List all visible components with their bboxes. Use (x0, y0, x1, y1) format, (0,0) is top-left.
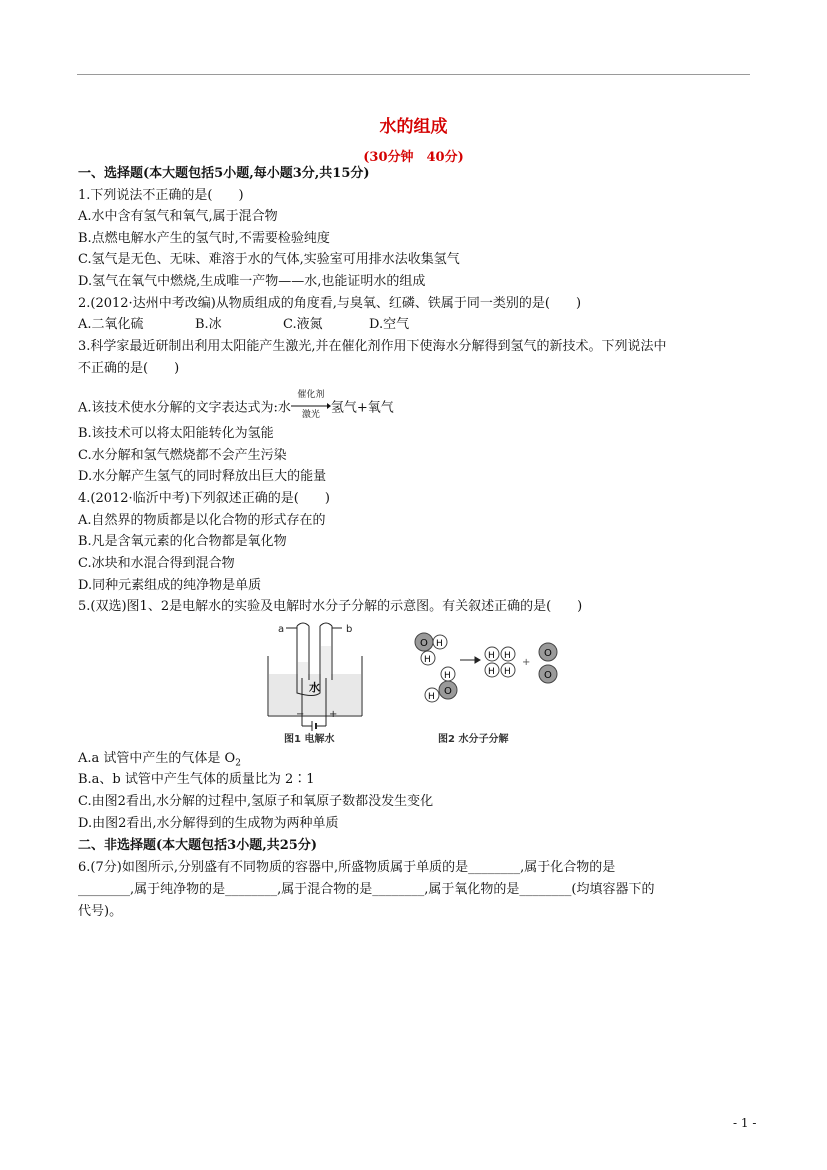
q1-option-c: C.氢气是无色、无味、难溶于水的气体,实验室可用排水法收集氢气 (78, 252, 460, 267)
atom-label: H (444, 671, 451, 681)
q3-stem-line1: 3.科学家最近研制出利用太阳能产生激光,并在催化剂作用下使海水分解得到氢气的新技术。下列说法中 (78, 339, 667, 354)
atom-label: H (488, 651, 495, 661)
section-heading-2: 二、非选择题(本大题包括3小题,共25分) (78, 838, 317, 853)
fig1-caption: 图1 电解水 (284, 734, 335, 745)
q3-option-c: C.水分解和氢气燃烧都不会产生污染 (78, 448, 287, 463)
q5-option-c: C.由图2看出,水分解的过程中,氢原子和氧原子数都没发生变化 (78, 794, 434, 809)
q2-options (78, 316, 409, 334)
q2-stem: 2.(2012·达州中考改编)从物质组成的角度看,与臭氧、红磷、铁属于同一类别的是( ) (78, 296, 582, 311)
q3-option-b: B.该技术可以将太阳能转化为氢能 (78, 426, 274, 441)
q5-option-a-text: A.a 试管中产生的气体是 O (78, 751, 236, 766)
q4-option-b: B.凡是含氧元素的化合物都是氧化物 (78, 534, 287, 549)
q3-option-a-prefix: A.该技术使水分解的文字表达式为:水 (78, 400, 291, 416)
atom-label: H (436, 639, 443, 649)
atom-label: O (444, 686, 452, 697)
tube-label-a: a (278, 624, 285, 635)
atom-label: O (420, 638, 428, 649)
reaction-condition-below: 激光 (301, 410, 320, 420)
q2-option-c: C.液氮 (283, 317, 323, 332)
atom-label: H (428, 692, 435, 702)
page-subtitle: (30分钟 40分) (363, 150, 464, 165)
q3-stem-line2: 不正确的是( ) (78, 361, 180, 376)
atom-label: O (544, 648, 552, 659)
q5-option-a (78, 750, 241, 773)
q5-figure (262, 618, 572, 752)
q3-option-a-suffix: 氢气+氧气 (330, 400, 394, 416)
q2-option-a: A.二氧化硫 (78, 317, 144, 332)
q6-line1: 6.(7分)如图所示,分别盛有不同物质的容器中,所盛物质属于单质的是________,属于化合物的是 (78, 860, 616, 875)
fig2-caption: 图2 水分子分解 (438, 734, 509, 745)
q1-stem: 1.下列说法不正确的是( ) (78, 188, 244, 203)
reaction-arrow (291, 390, 331, 420)
q5-option-b: B.a、b 试管中产生气体的质量比为 2∶1 (78, 772, 315, 787)
q4-option-a: A.自然界的物质都是以化合物的形式存在的 (78, 513, 326, 528)
q6-line2: ________,属于纯净物的是________,属于混合物的是________,属于氧化物的是________(均填容器下的 (78, 882, 655, 897)
q6-line3: 代号)。 (78, 904, 123, 919)
electrode-plus: + (329, 709, 338, 720)
electrode-minus: − (296, 709, 305, 720)
q4-option-c: C.冰块和水混合得到混合物 (78, 556, 235, 571)
q4-stem: 4.(2012·临沂中考)下列叙述正确的是( ) (78, 491, 330, 506)
water-label: 水 (309, 681, 320, 694)
page-title: 水的组成 (379, 117, 448, 137)
page-number: - 1 - (733, 1116, 757, 1130)
q1-option-a: A.水中含有氢气和氧气,属于混合物 (78, 209, 278, 224)
plus-sign: + (522, 657, 531, 668)
atom-label: H (488, 667, 495, 677)
section-heading-1: 一、选择题(本大题包括5小题,每小题3分,共15分) (78, 166, 370, 181)
atom-label: H (424, 655, 431, 665)
q2-option-b: B.冰 (195, 317, 222, 332)
reaction-arrow-fig2 (460, 657, 480, 663)
q1-option-d: D.氢气在氧气中燃烧,生成唯一产物——水,也能证明水的组成 (78, 274, 426, 289)
electrolysis-apparatus (268, 623, 362, 731)
q2-option-d: D.空气 (369, 317, 410, 332)
atom-label: H (504, 667, 511, 677)
tube-label-b: b (346, 624, 353, 635)
q3-option-a (78, 390, 394, 420)
subscript: 2 (235, 758, 241, 769)
q1-option-b: B.点燃电解水产生的氢气时,不需要检验纯度 (78, 231, 330, 246)
q4-option-d: D.同种元素组成的纯净物是单质 (78, 578, 262, 593)
atom-label: H (504, 651, 511, 661)
header-rule (77, 74, 750, 75)
q5-option-d: D.由图2看出,水分解得到的生成物为两种单质 (78, 816, 339, 831)
q5-stem: 5.(双选)图1、2是电解水的实验及电解时水分子分解的示意图。有关叙述正确的是( ) (78, 599, 583, 614)
atom-label: O (544, 670, 552, 681)
reaction-condition-above: 催化剂 (297, 390, 325, 400)
q3-option-d: D.水分解产生氢气的同时释放出巨大的能量 (78, 469, 327, 484)
